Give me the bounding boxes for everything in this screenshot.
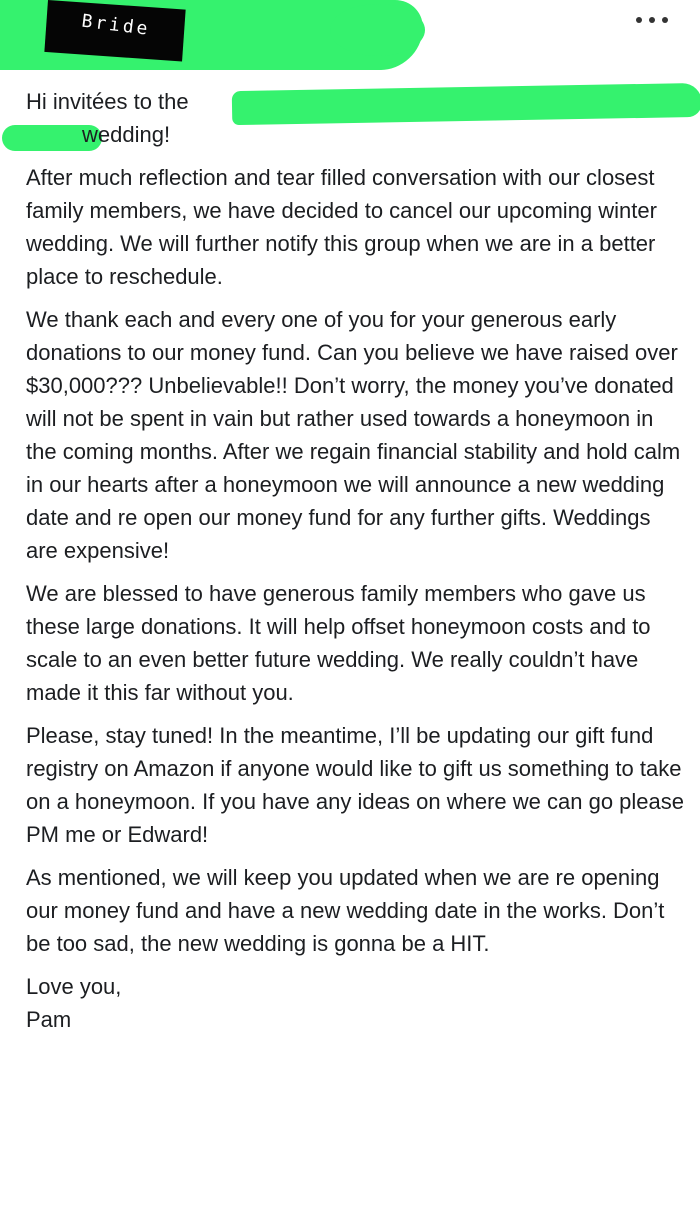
signoff: Love you, xyxy=(26,974,122,999)
greeting xyxy=(26,85,686,151)
post-paragraph: After much reflection and tear filled conversation with our closest family members, we have decided to cancel our upcoming winter wedding. We will further notify this group when we are in a better place to reschedule. xyxy=(26,165,657,289)
signature: Pam xyxy=(26,1007,72,1032)
dot xyxy=(649,17,655,23)
signoff-block xyxy=(26,970,686,1036)
greeting-text: Hi invitées to the xyxy=(26,89,189,114)
author-name-tag xyxy=(44,0,185,61)
dot xyxy=(636,17,642,23)
post-header xyxy=(0,0,700,78)
author-label: Bride xyxy=(80,10,152,40)
redaction-mark xyxy=(232,83,700,125)
greeting-text-end: wedding! xyxy=(82,122,171,147)
post-paragraph: We thank each and every one of you for your generous early donations to our money fund. Can you believe we have raised over $30,000??? Unbelievable!! Don’t worry, the money you’ve donated will not be spent in vain but rather used towards a honeymoon in the coming months. After we regain financial stability and hold calm in our hearts after a honeymoon we will announce a new wedding date and re open our money fund for any further gifts. Weddings are expensive! xyxy=(26,307,681,563)
dot xyxy=(662,17,668,23)
post-paragraph: As mentioned, we will keep you updated when we are re opening our money fund and have a new wedding date in the works. Don’t be too sad, the new wedding is gonna be a HIT. xyxy=(26,865,665,956)
redaction-mark xyxy=(330,4,425,56)
post-paragraph: We are blessed to have generous family members who gave us these large donations. It will help offset honeymoon costs and to scale to an even better future wedding. We really couldn’t have made it this far without you. xyxy=(26,581,651,705)
post-body xyxy=(26,85,686,1036)
post-paragraph: Please, stay tuned! In the meantime, I’ll be updating our gift fund registry on Amazon if anyone would like to gift us something to take on a honeymoon. If you have any ideas on where we can go please PM me or Edward! xyxy=(26,723,685,847)
more-options-icon[interactable] xyxy=(636,12,668,28)
